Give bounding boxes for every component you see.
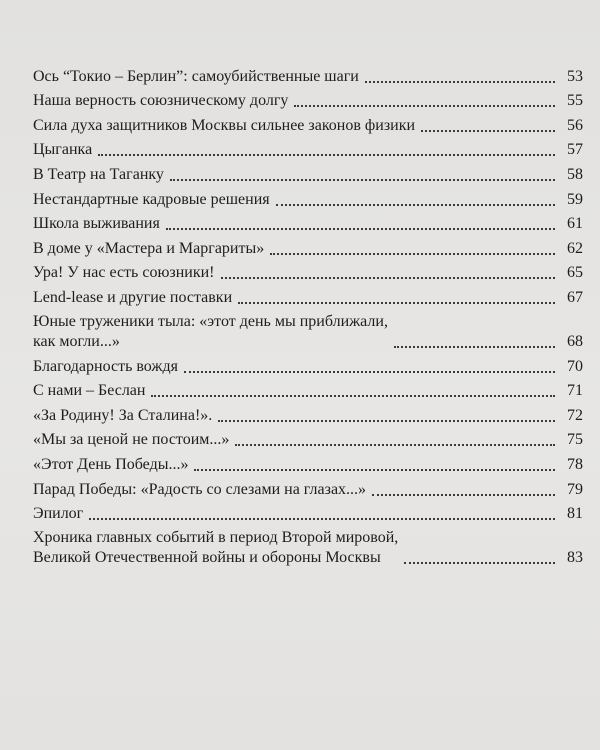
table-of-contents: [33, 62, 583, 568]
toc-entry-page: 70: [567, 357, 583, 375]
toc-entry: [33, 500, 583, 525]
toc-entry-page: 53: [567, 67, 583, 85]
dot-leader: [184, 371, 555, 373]
toc-entry: [33, 426, 583, 451]
dot-leader: [235, 444, 555, 446]
toc-entry: [33, 259, 583, 284]
dot-leader: [98, 154, 555, 156]
toc-entry-title: «Этот День Победы...»: [33, 455, 189, 473]
toc-entry-page: 55: [567, 92, 583, 110]
toc-entry-page: 56: [567, 116, 583, 134]
toc-entry-page: 65: [567, 264, 583, 282]
dot-leader: [238, 302, 555, 304]
toc-entry-page: 68: [567, 332, 583, 350]
toc-entry-page: 79: [567, 480, 583, 498]
toc-entry: [33, 185, 583, 210]
dot-leader: [276, 204, 555, 206]
dot-leader: [218, 420, 555, 422]
dot-leader: [89, 518, 555, 520]
toc-entry-page: 62: [567, 239, 583, 257]
dot-leader: [421, 130, 555, 132]
dot-leader: [404, 562, 555, 564]
toc-entry-title: Цыганка: [33, 141, 93, 159]
toc-entry: [33, 377, 583, 402]
dot-leader: [270, 253, 555, 255]
toc-entry-title: Ура! У нас есть союзники!: [33, 264, 215, 282]
toc-entry-page: 78: [567, 455, 583, 473]
toc-entry-title: В Театр на Таганку: [33, 165, 164, 183]
toc-entry: [33, 210, 583, 235]
dot-leader: [151, 395, 555, 397]
toc-entry: [33, 111, 583, 136]
dot-leader: [166, 228, 555, 230]
toc-entry-title: «Мы за ценой не постоим...»: [33, 431, 230, 449]
toc-entry-title: Школа выживания: [33, 215, 160, 233]
toc-entry-page: 71: [567, 382, 583, 400]
toc-entry-title: Юные труженики тыла: «этот день мы приближали, как могли...»: [33, 312, 388, 350]
toc-entry-title: Ось “Токио – Берлин”: самоубийственные шаги: [33, 67, 359, 85]
dot-leader: [221, 277, 556, 279]
toc-entry: [33, 524, 583, 568]
toc-entry: [33, 450, 583, 475]
toc-entry-page: 72: [567, 406, 583, 424]
toc-entry-title: Lend-lease и другие поставки: [33, 288, 233, 306]
toc-entry: [33, 352, 583, 377]
toc-entry: [33, 87, 583, 112]
dot-leader: [372, 494, 555, 496]
toc-entry-title: В доме у «Мастера и Маргариты»: [33, 239, 265, 257]
toc-entry-page: 67: [567, 288, 583, 306]
toc-entry: [33, 136, 583, 161]
toc-entry-title: Благодарность вождя: [33, 357, 178, 375]
toc-entry-page: 75: [567, 431, 583, 449]
toc-entry: [33, 475, 583, 500]
toc-entry-title: «За Родину! За Сталина!».: [33, 406, 213, 424]
toc-entry-page: 81: [567, 505, 583, 523]
toc-entry-page: 59: [567, 190, 583, 208]
dot-leader: [170, 179, 555, 181]
dot-leader: [294, 105, 555, 107]
dot-leader: [194, 469, 555, 471]
toc-entry: [33, 234, 583, 259]
toc-entry: [33, 62, 583, 87]
toc-entry: [33, 283, 583, 308]
dot-leader: [365, 81, 555, 83]
toc-entry: [33, 160, 583, 185]
toc-entry-page: 83: [567, 549, 583, 567]
toc-entry-title: С нами – Беслан: [33, 382, 146, 400]
toc-entry-title: Эпилог: [33, 505, 84, 523]
toc-entry-title: Сила духа защитников Москвы сильнее законов физики: [33, 116, 416, 134]
toc-entry: [33, 308, 583, 352]
toc-entry-title: Наша верность союзническому долгу: [33, 92, 289, 110]
toc-entry-title: Парад Победы: «Радость со слезами на глазах...»: [33, 480, 367, 498]
toc-entry-page: 61: [567, 215, 583, 233]
dot-leader: [394, 346, 555, 348]
toc-entry-page: 57: [567, 141, 583, 159]
toc-entry-title: Хроника главных событий в период Второй мировой, Великой Отечественной войны и обороны Москвы: [33, 529, 399, 567]
toc-entry-page: 58: [567, 165, 583, 183]
toc-entry: [33, 401, 583, 426]
toc-entry-title: Нестандартные кадровые решения: [33, 190, 270, 208]
